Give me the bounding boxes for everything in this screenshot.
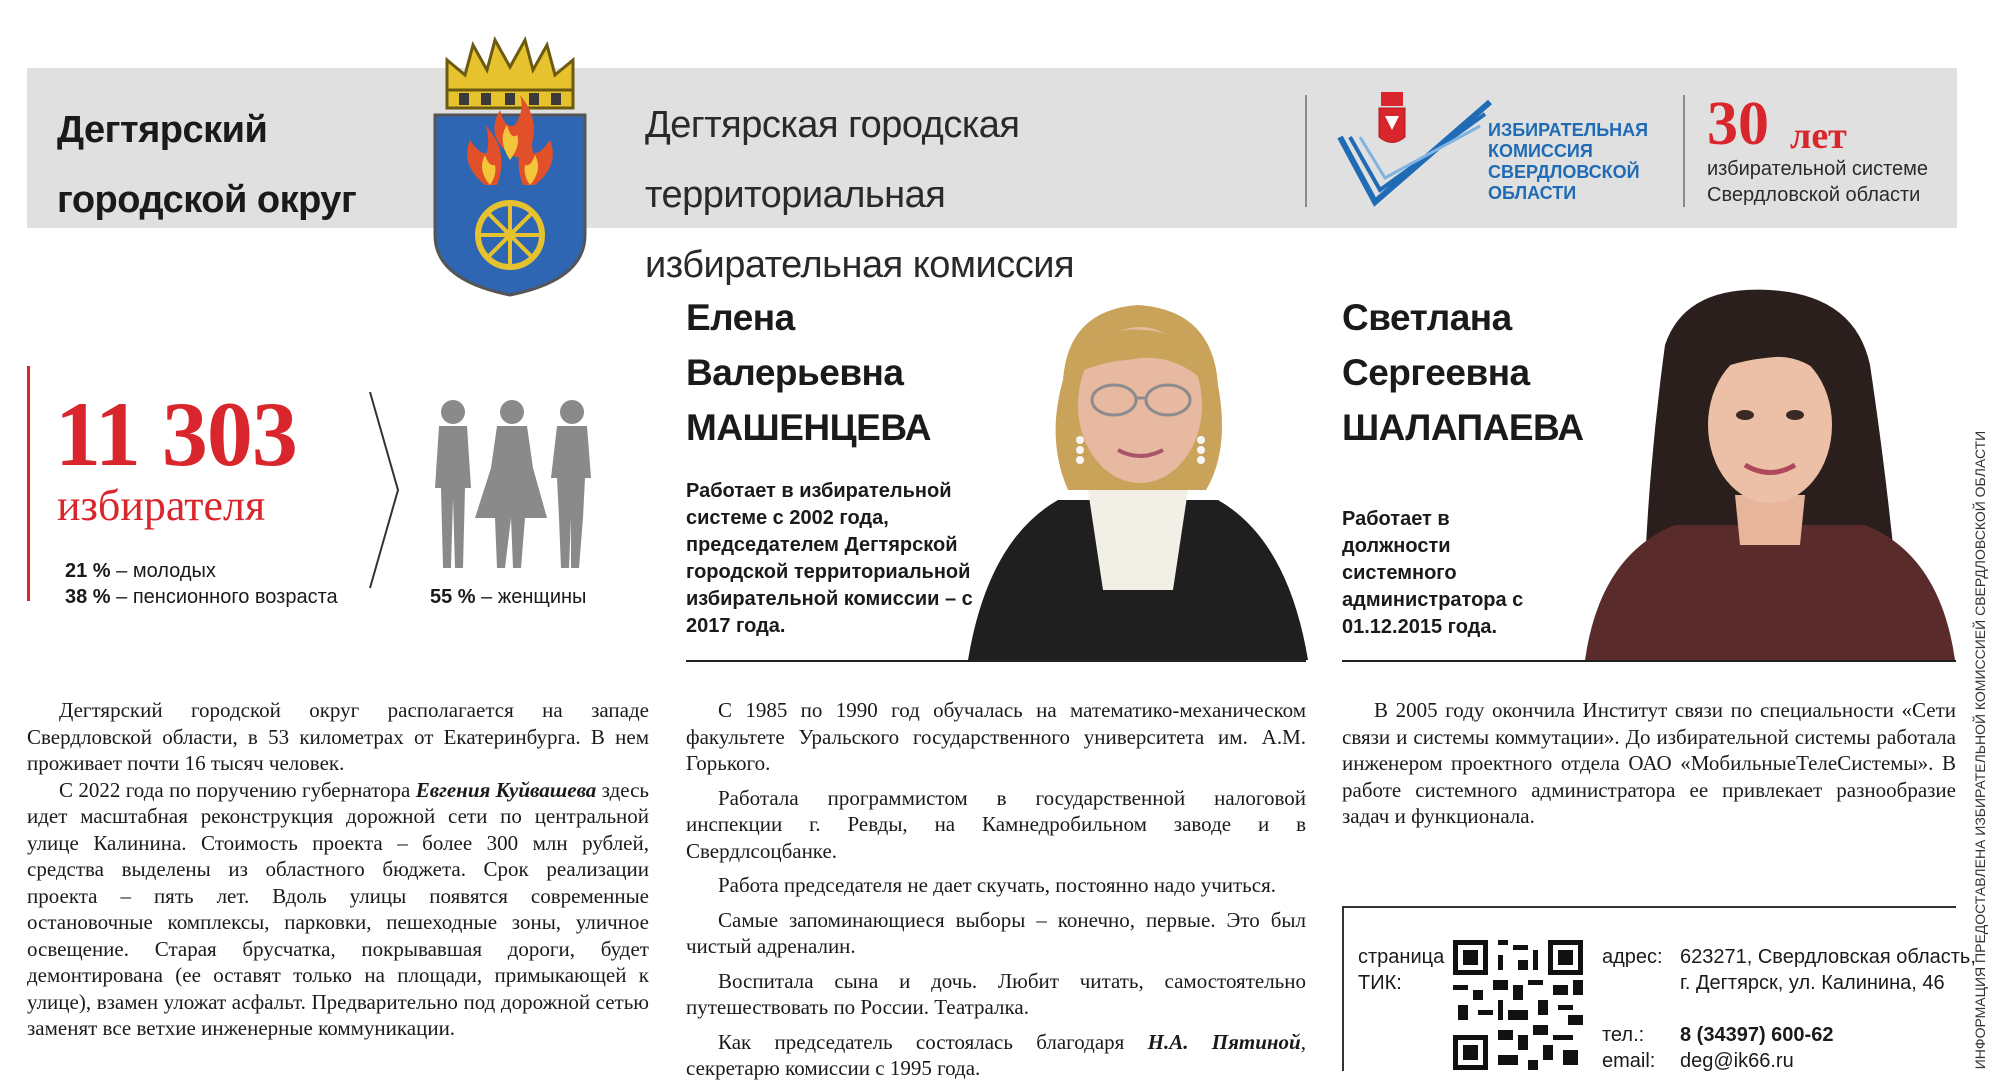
side-note-wrapper (1968, 430, 1992, 1070)
chevron-right-icon (368, 390, 402, 590)
email-link[interactable]: deg@ik66.ru (1680, 1050, 1794, 1072)
qr-code[interactable] (1453, 940, 1583, 1070)
secretary-name: Н.А. Пятиной (1147, 1029, 1301, 1054)
person2-description: Работает в должности системного администратора с 01.12.2015 года. (1342, 508, 1524, 638)
contacts-left-border (1342, 906, 1344, 1071)
contacts-top-border (1342, 906, 1956, 908)
person2-underline (1342, 660, 1956, 662)
header-divider-2 (1683, 95, 1685, 207)
address-line-2: г. Дегтярск, ул. Калинина, 46 (1680, 972, 1945, 994)
stat-pension: 38 % – пенсионного возраста (65, 586, 338, 608)
election-commission-logo (1335, 82, 1495, 207)
district-title: Дегтярский городской округ (57, 109, 357, 221)
person1-photo (968, 290, 1308, 660)
stat-young: 21 % – молодых (65, 560, 216, 582)
election-commission-logo-text: ИЗБИРАТЕЛЬНАЯ КОМИССИЯ СВЕРДЛОВСКОЙ ОБЛАСТИ (1488, 120, 1649, 203)
anniversary-subtitle: избирательной системе Свердловской области (1707, 158, 1929, 206)
governor-name: Евгения Куйвашева (415, 777, 597, 802)
article-column-1: Дегтярский городской округ располагается на западе Свердловской области, в 53 километрах от Екатеринбурга. В нем проживает почти 16 тысяч человек. С 2022 года по поручению губернатора Евгения Куйвашева здесь идет масштабная реконструкция дорожной сети по центральной улице Калинина. Стоимость проекта – более 300 млн рублей, средства выделены из областного бюджета. Срок реализации проекта – пять лет. Вдоль улицы появятся современные остановочные комплексы, парковки, пешеходные зоны, уличное освещение. Старая брусчатка, покрывавшая дороги, будет демонтирована (ее оставят только на площади, примыкающей к улице), взамен уложат асфальт. Предварительно под дорожной сетью заменят все ветхие инженерные коммуникации. (27, 698, 650, 1040)
anniversary-word: лет (1790, 115, 1847, 157)
email-label: email: (1602, 1050, 1656, 1072)
article-column-3: В 2005 году окончила Институт связи по специальности «Сети связи и системы коммутации». До избирательной системы работала инженером проектного отдела ОАО «МобильныеТелеСистемы». В работе системного администратора ее привлекает разнообразие задач и функционала. (1342, 698, 1956, 828)
phone-number[interactable]: 8 (34397) 600-62 (1680, 1024, 1834, 1046)
commission-title: Дегтярская городская территориальная избирательная комиссия (645, 104, 1075, 286)
voters-label: избирателя (57, 481, 266, 530)
person1-name: Елена Валерьевна МАШЕНЦЕВА (686, 297, 931, 448)
person2-name: Светлана Сергеевна ШАЛАПАЕВА (1342, 297, 1584, 448)
person1-underline (686, 660, 1306, 662)
address-label: адрес: (1602, 946, 1663, 968)
person2-photo (1585, 285, 1955, 660)
header-divider (1305, 95, 1307, 207)
women-silhouettes-icon (425, 398, 600, 573)
stats-accent-bar (27, 366, 30, 601)
side-note: ИНФОРМАЦИЯ ПРЕДОСТАВЛЕНА ИЗБИРАТЕЛЬНОЙ КОМИССИЕЙ СВЕРДЛОВСКОЙ ОБЛАСТИ (1972, 430, 1988, 1070)
voters-count: 11 303 (55, 383, 297, 485)
anniversary-number: 30 (1707, 90, 1769, 158)
address-line-1: 623271, Свердловская область, (1680, 946, 1976, 968)
phone-label: тел.: (1602, 1024, 1645, 1046)
person1-description: Работает в избирательной системе с 2002 года, председателем Дегтярской городской территориальной избирательной комиссии – с 2017 года. (686, 480, 973, 637)
page-label: страница ТИК: (1358, 946, 1445, 994)
coat-of-arms-emblem (425, 35, 595, 300)
stat-women: 55 % – женщины (430, 586, 587, 608)
article-column-2: С 1985 по 1990 год обучалась на математико-механическом факультете Уральского государственного университета им. А.М. Горького. Работала программистом в государственной налоговой инспекции г. Ревды, на Камнедробильном заводе и в Свердлсоцбанке. Работа председателя не дает скучать, постоянно надо учиться. Самые запоминающиеся выборы – конечно, первые. Это был чистый адреналин. Воспитала сына и дочь. Любит читать, самостоятельно путешествовать по России. Театралка. Как председатель состоялась благодаря Н.А. Пятиной, секретарю комиссии с 1995 года. (686, 698, 1306, 1080)
